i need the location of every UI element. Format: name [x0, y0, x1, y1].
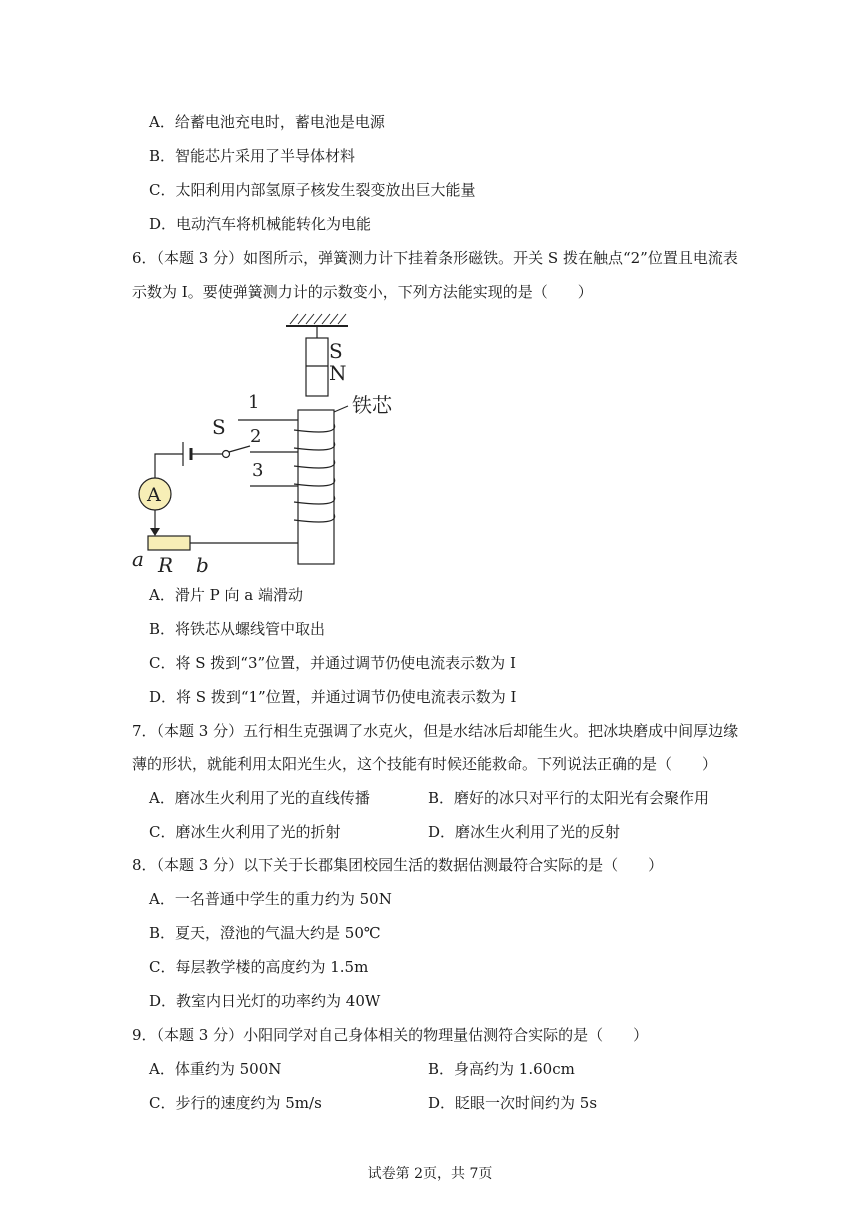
q6-stem-line1: 6．（本题 3 分）如图所示，弹簧测力计下挂着条形磁铁。开关 S 拨在触点“2”位置且电流表	[132, 249, 738, 267]
rheostat-label-r: R	[158, 553, 174, 577]
q6-option-a: A．滑片 P 向 a 端滑动	[149, 586, 303, 604]
rheostat-end-a: a	[132, 547, 144, 571]
switch-s	[223, 446, 251, 458]
q5-option-a: A．给蓄电池充电时，蓄电池是电源	[149, 113, 385, 131]
q5-option-d: D．电动汽车将机械能转化为电能	[149, 215, 372, 233]
q7-stem-line2: 薄的形状，就能利用太阳光生火，这个技能有时候还能救命。下列说法正确的是（ ）	[132, 755, 718, 773]
iron-core-label: 铁芯	[352, 393, 392, 417]
q7-option-b: B．磨好的冰只对平行的太阳光有会聚作用	[428, 789, 710, 807]
rheostat-end-b: b	[196, 553, 209, 577]
q8-option-b: B．夏天，澄池的气温大约是 50℃	[149, 924, 381, 942]
solenoid-coil	[294, 410, 335, 564]
q8-option-d: D．教室内日光灯的功率约为 40W	[149, 992, 381, 1010]
q7-option-c: C．磨冰生火利用了光的折射	[149, 823, 341, 841]
contact-2-label: 2	[250, 426, 262, 447]
q6-circuit-figure	[126, 306, 426, 578]
q8-option-c: C．每层教学楼的高度约为 1.5m	[149, 958, 369, 976]
q8-stem: 8．（本题 3 分）以下关于长郡集团校园生活的数据估测最符合实际的是（ ）	[132, 856, 664, 874]
bar-magnet	[306, 338, 328, 396]
q9-stem: 9．（本题 3 分）小阳同学对自己身体相关的物理量估测符合实际的是（ ）	[132, 1026, 649, 1044]
magnet-north-label: N	[329, 361, 347, 385]
magnet-south-label: S	[329, 339, 343, 363]
q9-option-a: A．体重约为 500N	[149, 1060, 282, 1078]
q7-option-d: D．磨冰生火利用了光的反射	[428, 823, 621, 841]
q7-option-a: A．磨冰生火利用了光的直线传播	[149, 789, 370, 807]
q9-option-c: C．步行的速度约为 5m/s	[149, 1094, 322, 1112]
q6-option-d: D．将 S 拨到“1”位置，并通过调节仍使电流表示数为 I	[149, 688, 517, 706]
ammeter-label: A	[147, 484, 161, 506]
q5-option-b: B．智能芯片采用了半导体材料	[149, 147, 356, 165]
q9-option-d: D．眨眼一次时间约为 5s	[428, 1094, 598, 1112]
contact-1-label: 1	[248, 392, 260, 413]
q6-stem-line2: 示数为 I。要使弹簧测力计的示数变小，下列方法能实现的是（ ）	[132, 283, 593, 301]
q7-stem-line1: 7．（本题 3 分）五行相生克强调了水克火，但是水结冰后却能生火。把冰块磨成中间厚边缘	[132, 722, 739, 740]
rheostat	[148, 536, 190, 550]
q6-option-b: B．将铁芯从螺线管中取出	[149, 620, 326, 638]
switch-label: S	[212, 415, 226, 439]
ceiling-support	[286, 314, 348, 338]
contact-3-label: 3	[252, 460, 264, 481]
q5-option-c: C．太阳利用内部氢原子核发生裂变放出巨大能量	[149, 181, 476, 199]
q9-option-b: B．身高约为 1.60cm	[428, 1060, 575, 1078]
q6-option-c: C．将 S 拨到“3”位置，并通过调节仍使电流表示数为 I	[149, 654, 516, 672]
page-footer: 试卷第 2页，共 7页	[367, 1166, 493, 1182]
battery	[183, 442, 191, 466]
q8-option-a: A．一名普通中学生的重力约为 50N	[149, 890, 392, 908]
